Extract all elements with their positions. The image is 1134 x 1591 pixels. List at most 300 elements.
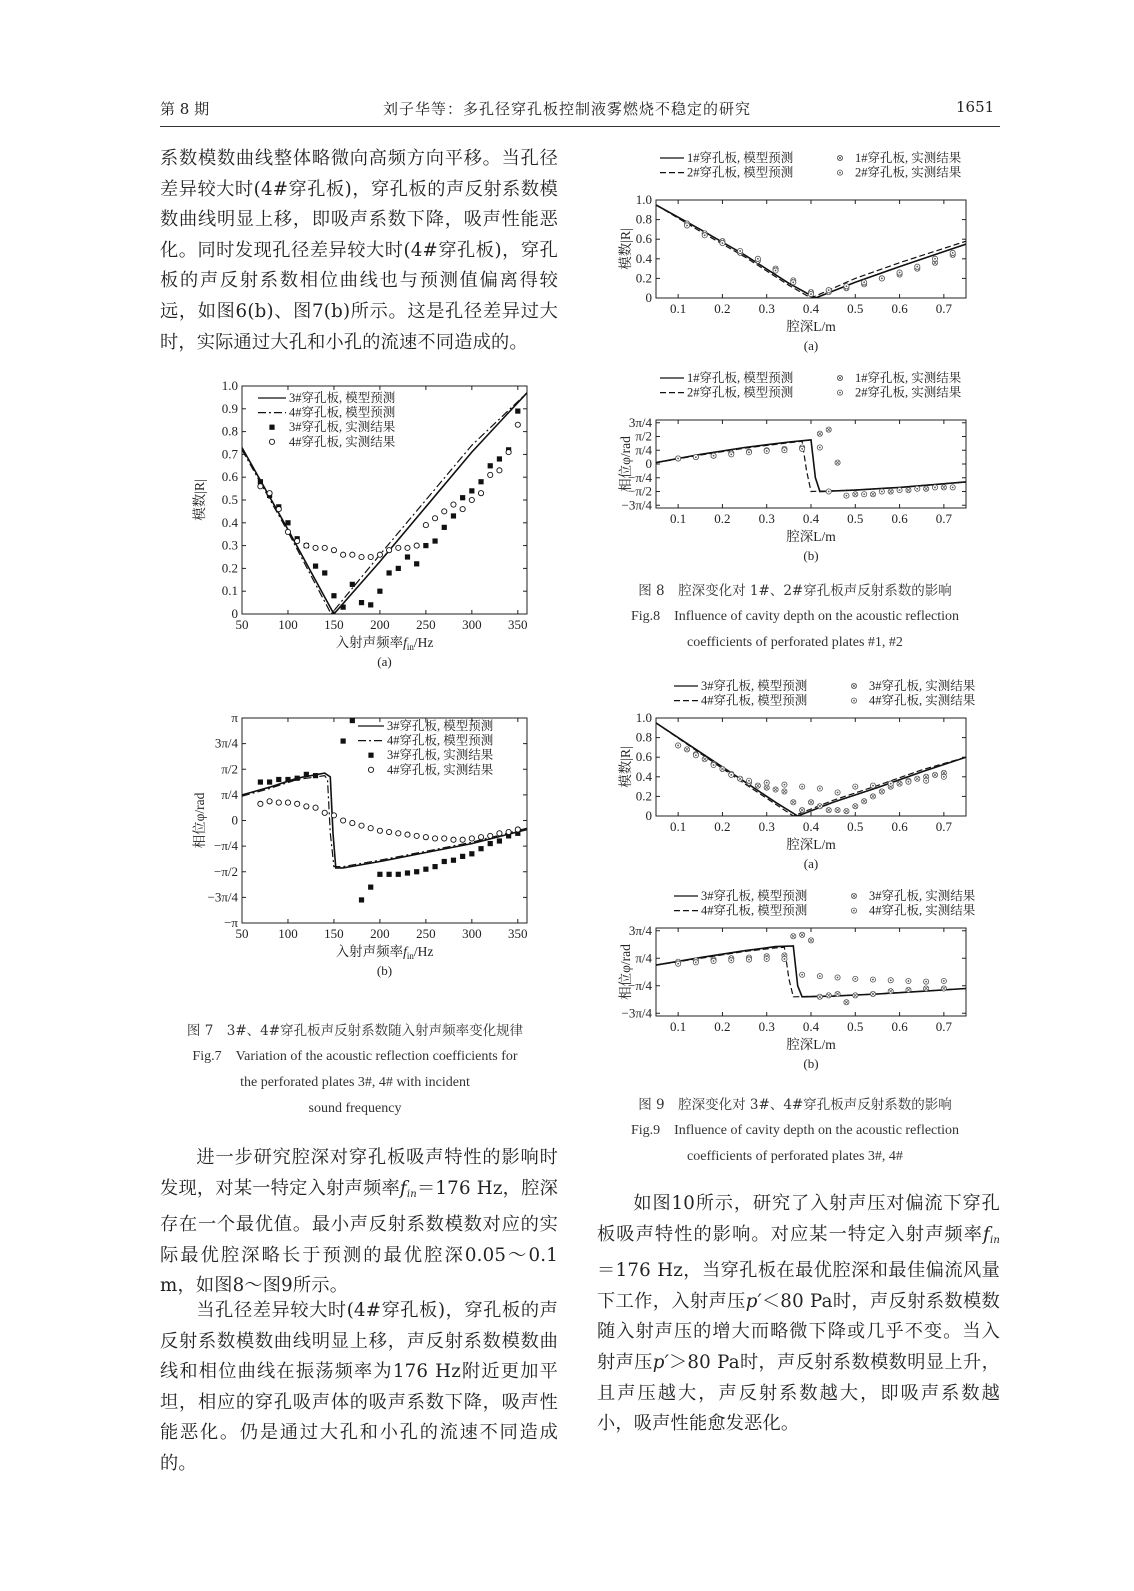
data-point [377,828,382,833]
data-point [729,958,734,963]
data-point [276,777,281,782]
data-point [870,991,875,996]
legend-label: 3#穿孔板, 实测结果 [289,420,396,435]
legend-label: 4#穿孔板, 实测结果 [869,693,976,708]
figure-9b [620,888,990,1088]
legend-label: 4#穿孔板, 实测结果 [387,762,494,777]
figure-7a [180,378,550,678]
data-point [414,543,419,548]
series-line [656,205,966,298]
data-point [267,491,272,496]
data-point [386,829,391,834]
data-point [835,790,840,795]
x-tick-label: 0.6 [891,1019,908,1034]
data-point [414,833,419,838]
x-tick-label: 250 [416,617,436,632]
data-point [478,835,483,840]
data-point [676,743,681,748]
data-point [808,800,813,805]
plot-frame [656,420,966,508]
data-point [720,241,725,246]
series-group [656,723,966,816]
legend-marker [269,439,274,444]
data-point [844,493,849,498]
fig9-caption-cn: 图 9 腔深变化对 3#、4#穿孔板声反射系数的影响 [638,1097,952,1113]
y-tick-label: 0.7 [221,446,238,462]
y-tick-label: 1.0 [635,192,652,207]
data-point [950,250,955,255]
data-point [276,800,281,805]
x-tick-label: 0.3 [758,1019,775,1034]
legend-label: 4#穿孔板, 模型预测 [387,733,494,748]
data-point [862,799,867,804]
data-point [791,934,796,939]
data-point [835,808,840,813]
data-point [853,492,858,497]
data-point [711,453,716,458]
legend-label: 1#穿孔板, 实测结果 [855,371,962,385]
data-point [746,957,751,962]
legend-marker [837,155,842,160]
legend [258,390,396,449]
page-number: 1651 [956,98,995,116]
data-point [835,460,840,465]
x-tick-label: 0.4 [802,1019,820,1034]
data-point [396,566,401,571]
legend-marker [851,893,856,898]
data-point [817,445,822,450]
x-axis-label: 入射声频率$f_{in}/Hz$ [335,944,434,961]
x-tick-label: 0.6 [891,511,908,526]
y-tick-label: 0.2 [635,788,652,804]
data-point [676,961,681,966]
data-point [764,956,769,961]
data-point [460,507,465,512]
data-point [506,450,511,455]
data-point [442,525,447,530]
data-point [405,554,410,559]
y-tick-label: −3π/4 [621,497,652,513]
data-point [414,869,419,874]
y-axis-label: 相位φ/rad [618,944,633,1000]
fig7-caption-en-3: sound frequency [308,1101,402,1116]
data-point [414,561,419,566]
data-point [782,789,787,794]
series-line [656,946,966,997]
plot-frame [656,200,966,298]
legend-label: 1#穿孔板, 实测结果 [855,151,962,165]
y-tick-label: 0 [231,812,238,828]
data-point [341,818,346,823]
legend-label: 2#穿孔板, 实测结果 [855,165,962,180]
y-tick-label: 1.0 [635,710,652,725]
y-tick-label: −3π/4 [621,1005,652,1021]
data-point [359,897,364,902]
data-point [915,486,920,491]
legend-marker [851,908,856,913]
x-tick-label: 0.1 [670,819,687,834]
y-tick-label: 0.6 [635,749,652,765]
x-tick-label: 50 [235,926,249,941]
y-tick-label: −3π/4 [207,889,238,905]
fig9-caption-en-2: coefficients of perforated plates 3#, 4# [687,1149,903,1164]
figure-8b [620,370,990,580]
data-point [817,994,822,999]
data-point [906,488,911,493]
data-point [782,956,787,961]
data-point [386,570,391,575]
data-point [350,552,355,557]
data-point [800,932,805,937]
legend-marker [837,390,842,395]
y-tick-label: −π [224,915,238,930]
data-point [800,446,805,451]
data-point [497,468,502,473]
data-point [888,989,893,994]
y-tick-label: −π/4 [627,977,652,993]
data-point [746,450,751,455]
legend [674,888,976,918]
y-tick-label: 0.4 [635,768,652,784]
data-point [870,977,875,982]
data-point [932,772,937,777]
data-point [469,497,474,502]
data-point [800,972,805,977]
data-point [368,826,373,831]
data-point [350,820,355,825]
data-point [258,484,263,489]
y-tick-label: 0.2 [635,270,652,286]
data-point [924,986,929,991]
y-axis-label: 相位φ/rad [192,792,207,849]
x-tick-label: 0.2 [714,511,731,526]
data-point [396,872,401,877]
data-point [478,846,483,851]
data-point [906,978,911,983]
data-point [888,978,893,983]
data-point [432,864,437,869]
legend-label: 1#穿孔板, 模型预测 [687,151,794,165]
data-point [258,779,263,784]
series-group [656,932,966,1005]
data-point [826,808,831,813]
data-point [313,773,318,778]
data-point [888,489,893,494]
legend-label: 4#穿孔板, 模型预测 [701,693,808,708]
data-point [396,831,401,836]
data-point [853,804,858,809]
left-para-1: 系数模数曲线整体略微向高频方向平移。当孔径差异较大时(4#穿孔板)，穿孔板的声反射系数模数曲线明显上移，即吸声系数下降，吸声性能恶化。同时发现孔径差异较大时(4#穿孔板)，穿孔板的声反射系数相位曲线也与预测值偏离得较远，如图6(b)、图7(b)所示。这是孔径差异过大时，实际通过大孔和小孔的流速不同造成的。 [160,148,558,353]
data-point [451,858,456,863]
series-group [656,205,966,298]
y-axis-label: 模数|R| [618,228,633,270]
y-tick-label: 0.4 [221,514,238,530]
data-point [304,804,309,809]
data-point [817,804,822,809]
legend-marker [269,425,274,430]
data-point [469,836,474,841]
data-point [350,718,355,723]
legend-label: 3#穿孔板, 模型预测 [701,889,808,903]
y-tick-label: 0 [645,456,652,471]
legend [358,718,494,777]
figure-9a [620,678,990,878]
data-point [817,974,822,979]
fig8-caption-cn: 图 8 腔深变化对 1#、2#穿孔板声反射系数的影响 [638,583,952,599]
data-point [285,800,290,805]
data-point [729,452,734,457]
data-point [368,602,373,607]
y-tick-label: 0.1 [221,583,238,599]
data-point [442,836,447,841]
x-tick-label: 0.4 [802,819,820,834]
x-axis-label: 腔深L/m [786,529,836,544]
y-tick-label: π [231,710,238,725]
data-point [506,829,511,834]
data-point [924,778,929,783]
data-point [835,975,840,980]
data-point [451,513,456,518]
data-point [295,801,300,806]
data-point [924,979,929,984]
legend-label: 2#穿孔板, 实测结果 [855,385,962,400]
data-point [322,545,327,550]
data-point [826,427,831,432]
data-point [469,488,474,493]
x-tick-label: 0.7 [935,511,952,526]
data-point [888,781,893,786]
data-point [693,753,698,758]
running-title: 刘子华等：多孔径穿孔板控制液雾燃烧不稳定的研究 [382,100,751,118]
data-point [488,472,493,477]
legend-label: 3#穿孔板, 模型预测 [387,719,494,733]
x-tick-label: 300 [462,926,482,941]
left-para-2: 进一步研究腔深对穿孔板吸声特性的影响时发现，对某一特定入射声频率$f_{in}=176$ Hz，腔深存在一个最优值。最小声反射系数模数对应的实际最优腔深略长于预测的最优腔深0.05～0.1 m，如图8～图9所示。 [160,1147,558,1297]
x-tick-label: 200 [370,617,390,632]
fig7-caption [140,1018,570,1122]
y-tick-label: 3π/4 [628,414,652,430]
data-point [386,548,391,553]
data-point [341,605,346,610]
data-point [941,774,946,779]
data-point [684,747,689,752]
x-tick-label: 0.6 [891,301,908,316]
data-point [684,223,689,228]
legend-label: 4#穿孔板, 实测结果 [289,434,396,449]
data-point [782,782,787,787]
data-point [267,779,272,784]
data-point [835,991,840,996]
data-point [497,838,502,843]
data-point [432,538,437,543]
series-line [242,773,527,868]
data-point [853,784,858,789]
data-point [879,789,884,794]
y-axis-label: 相位φ/rad [618,436,633,492]
series-line [656,947,966,997]
data-point [285,777,290,782]
data-point [711,958,716,963]
data-point [941,986,946,991]
x-tick-label: 0.3 [758,301,775,316]
data-point [826,288,831,293]
data-point [377,589,382,594]
y-tick-label: 0.3 [221,537,238,553]
data-point [755,783,760,788]
data-point [844,1000,849,1005]
data-point [853,993,858,998]
data-point [711,762,716,767]
data-point [350,582,355,587]
data-point [693,960,698,965]
data-point [870,783,875,788]
data-point [478,491,483,496]
x-tick-label: 0.3 [758,511,775,526]
legend-label: 4#穿孔板, 模型预测 [289,405,396,420]
data-point [460,495,465,500]
data-point [800,784,805,789]
data-point [442,509,447,514]
x-tick-label: 0.5 [847,511,864,526]
data-point [423,543,428,548]
data-point [853,976,858,981]
y-tick-label: 0.6 [221,469,238,485]
fig7-caption-cn: 图 7 3#、4#穿孔板声反射系数随入射声频率变化规律 [186,1023,524,1039]
x-axis-label: 入射声频率$f_{in}/Hz$ [335,635,434,652]
legend-label: 4#穿孔板, 实测结果 [869,903,976,918]
panel-label: (a) [803,856,819,871]
data-point [313,545,318,550]
data-point [738,248,743,253]
x-tick-label: 100 [278,617,298,632]
x-tick-label: 350 [508,926,528,941]
panel-label: (b) [803,1056,819,1071]
y-tick-label: −π/2 [213,863,238,879]
x-tick-label: 350 [508,617,528,632]
figure-7b [180,700,550,1000]
data-point [515,422,520,427]
data-point [870,794,875,799]
panel-label: (b) [803,548,819,563]
legend [660,370,962,400]
figure-8a [620,150,990,360]
data-point [377,872,382,877]
data-point [488,833,493,838]
fig7-caption-en-2: the perforated plates 3#, 4# with incident [240,1075,470,1090]
data-point [359,600,364,605]
series-line [242,776,527,867]
x-axis-label: 腔深L/m [786,837,836,852]
data-point [808,291,813,296]
x-tick-label: 0.4 [802,301,820,316]
x-tick-label: 0.6 [891,819,908,834]
data-point [782,448,787,453]
panel-label: (a) [377,654,392,669]
data-point [844,809,849,814]
data-point [764,448,769,453]
legend-label: 3#穿孔板, 实测结果 [387,748,494,763]
data-point [396,545,401,550]
data-point [932,256,937,261]
data-point [331,593,336,598]
x-tick-label: 150 [324,617,344,632]
data-point [304,543,309,548]
data-point [844,284,849,289]
legend-marker [837,170,842,175]
data-point [693,455,698,460]
legend-marker [851,698,856,703]
data-point [295,776,300,781]
x-tick-label: 0.5 [847,301,864,316]
data-point [791,280,796,285]
data-point [423,835,428,840]
data-point [915,776,920,781]
y-tick-label: −π/4 [213,838,238,854]
x-tick-label: 0.3 [758,819,775,834]
series-line [656,441,966,491]
data-point [950,485,955,490]
y-tick-label: −π/4 [627,469,652,485]
data-point [862,492,867,497]
y-tick-label: 1.0 [221,378,238,393]
data-point [442,859,447,864]
data-point [258,801,263,806]
data-point [755,256,760,261]
data-point [478,479,483,484]
fig8-caption [580,578,1010,656]
fig9-caption-en-1: Fig.9 Influence of cavity depth on the acoustic reflection [630,1123,960,1138]
data-point [924,486,929,491]
data-point [870,492,875,497]
data-point [276,507,281,512]
data-point [405,870,410,875]
y-axis-label: 模数|R| [618,746,633,788]
data-point [331,548,336,553]
data-point [285,520,290,525]
data-point [331,813,336,818]
panel-label: (b) [376,963,393,978]
data-point [906,987,911,992]
data-point [488,841,493,846]
data-point [432,836,437,841]
header-rule [160,126,1000,127]
data-point [423,867,428,872]
data-point [460,854,465,859]
y-tick-label: 0.5 [221,492,238,507]
y-tick-label: 0.9 [221,400,238,416]
data-point [368,554,373,559]
data-point [460,837,465,842]
data-point [897,781,902,786]
data-point [322,810,327,815]
x-tick-label: 250 [416,926,436,941]
y-tick-label: 0.8 [221,423,238,439]
data-point [405,832,410,837]
series-line [656,440,966,492]
y-tick-label: π/4 [635,442,652,458]
x-tick-label: 0.1 [670,301,687,316]
legend [674,678,976,708]
x-tick-label: 0.7 [935,1019,952,1034]
data-point [897,488,902,493]
y-tick-label: π/2 [221,761,238,777]
legend-label: 2#穿孔板, 模型预测 [687,385,794,400]
data-point [423,522,428,527]
data-point [322,570,327,575]
x-tick-label: 50 [235,617,249,632]
data-point [515,408,520,413]
data-point [941,485,946,490]
